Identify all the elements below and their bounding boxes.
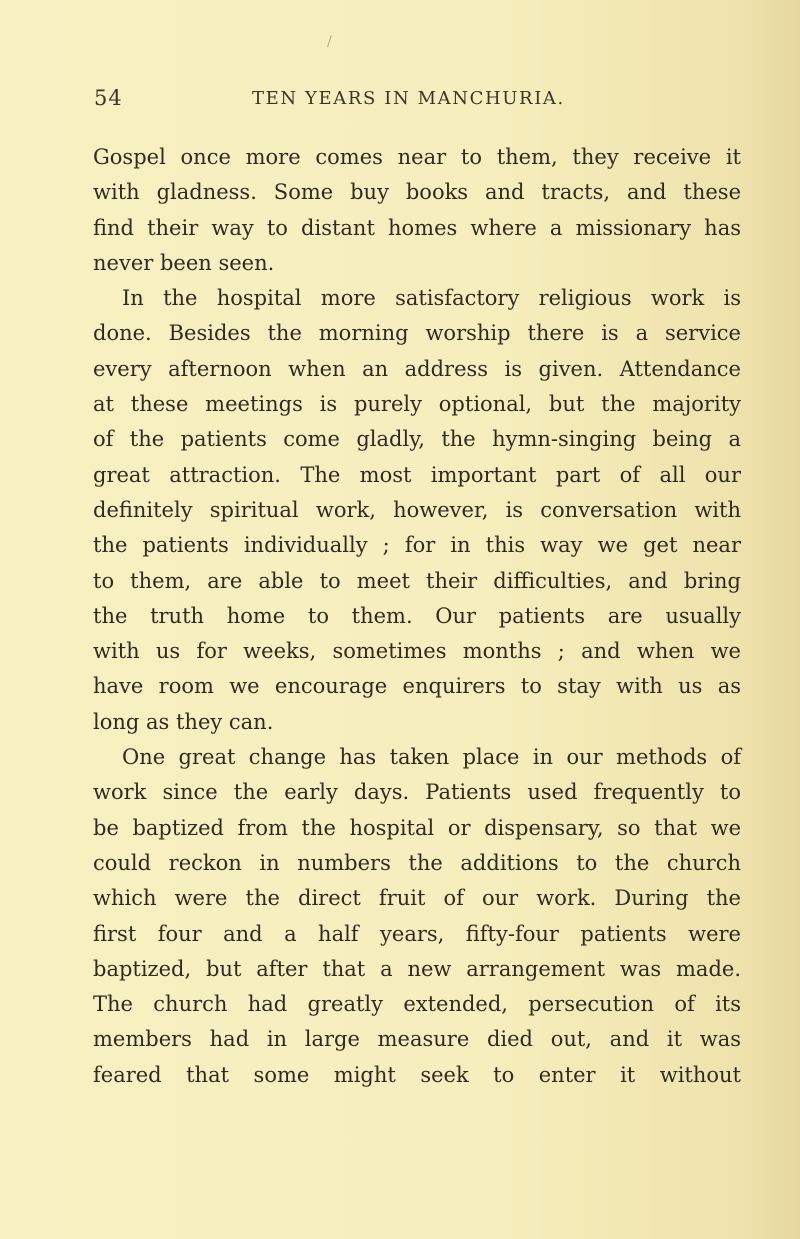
text-line: at these meetings is purely optional, but the majority — [93, 392, 741, 417]
text-line: members had in large measure died out, and it was — [93, 1027, 741, 1052]
text-line: the truth home to them. Our patients are usually — [93, 603, 741, 628]
text-line: first four and a half years, fifty-four patients were — [93, 921, 741, 946]
running-title: TEN YEARS IN MANCHURIA. — [252, 88, 565, 109]
text-line: baptized, but after that a new arrangement was made. — [93, 956, 741, 981]
text-line: done. Besides the morning worship there is a service — [93, 321, 741, 346]
text-line: with gladness. Some buy books and tracts, and these — [93, 180, 741, 205]
text-line: The church had greatly extended, persecution of its — [93, 992, 741, 1017]
text-line: to them, are able to meet their difficulties, and bring — [93, 568, 741, 593]
text-line: could reckon in numbers the additions to the church — [93, 850, 741, 875]
text-line: never been seen. — [93, 250, 275, 275]
page-header — [94, 86, 734, 116]
paragraph-start-line: In the hospital more satisfactory religious work is — [122, 286, 741, 311]
text-line: definitely spiritual work, however, is conversation with — [93, 497, 741, 522]
text-line: which were the direct fruit of our work. During the — [93, 886, 741, 911]
text-line: of the patients come gladly, the hymn-singing being a — [93, 427, 741, 452]
text-line: long as they can. — [93, 709, 274, 734]
text-line: feared that some might seek to enter it without — [93, 1062, 741, 1087]
text-line: the patients individually ; for in this way we get near — [93, 533, 741, 558]
text-line: be baptized from the hospital or dispensary, so that we — [93, 815, 741, 840]
text-line: Gospel once more comes near to them, they receive it — [93, 145, 741, 169]
text-line: great attraction. The most important part of all our — [93, 462, 741, 487]
text-line: find their way to distant homes where a missionary has — [93, 215, 741, 240]
text-line: with us for weeks, sometimes months ; and when we — [93, 639, 741, 664]
text-line: work since the early days. Patients used frequently to — [93, 780, 741, 805]
text-line: have room we encourage enquirers to stay with us as — [93, 674, 741, 699]
stray-mark: / — [327, 34, 332, 50]
text-line: every afternoon when an address is given. Attendance — [93, 356, 741, 381]
paragraph-start-line: One great change has taken place in our methods of — [122, 745, 741, 770]
body-text — [93, 140, 741, 1093]
page-number: 54 — [94, 86, 123, 110]
